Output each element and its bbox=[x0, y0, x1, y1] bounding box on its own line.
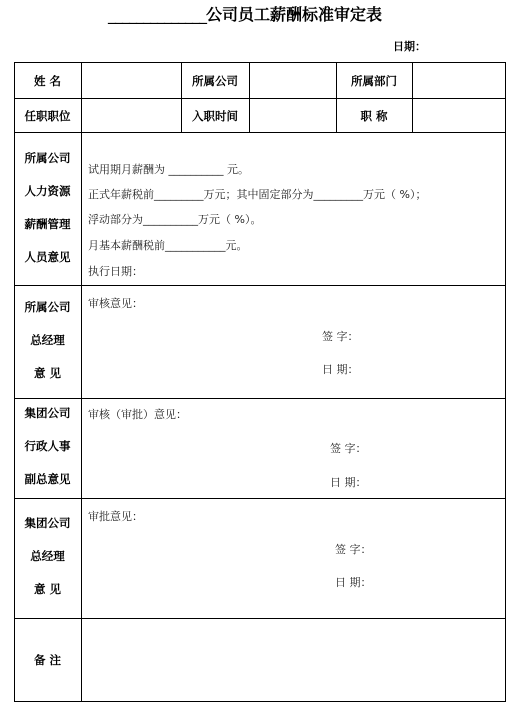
remarks-field[interactable] bbox=[82, 619, 505, 701]
row-divider bbox=[14, 132, 506, 133]
job-title-field[interactable] bbox=[413, 99, 505, 132]
gm-label-line: 意 见 bbox=[33, 366, 61, 380]
gm-label-line: 总经理 bbox=[30, 333, 65, 347]
column-divider bbox=[81, 62, 82, 702]
title-company-blank: ______________ bbox=[108, 5, 206, 24]
name-label: 姓 名 bbox=[33, 74, 61, 88]
form-title bbox=[108, 2, 382, 25]
hr-label-line: 所属公司 bbox=[24, 151, 71, 165]
title-text: 公司员工薪酬标准审定表 bbox=[206, 5, 383, 24]
position-label: 任职职位 bbox=[24, 109, 71, 123]
gm-label-line: 所属公司 bbox=[24, 300, 71, 314]
entry-time-field[interactable] bbox=[250, 99, 336, 132]
vp-section-label bbox=[14, 397, 81, 496]
probation-salary-line[interactable]: 试用期月薪酬为 __________ 元。 bbox=[88, 163, 249, 176]
form-date-label: 日期： bbox=[393, 40, 426, 53]
remarks-label: 备 注 bbox=[33, 653, 61, 667]
gm-signature[interactable]: 签 字： bbox=[322, 330, 359, 343]
annual-salary-line[interactable]: 正式年薪税前_________万元；其中固定部分为_________万元（ %）； bbox=[88, 188, 427, 201]
group-gm-label-line: 意 见 bbox=[33, 582, 61, 596]
department-field[interactable] bbox=[413, 63, 505, 98]
group-gm-signature[interactable]: 签 字： bbox=[335, 543, 372, 556]
gm-section-label bbox=[14, 291, 81, 390]
hr-label-line: 薪酬管理 bbox=[24, 217, 71, 231]
monthly-base-line[interactable]: 月基本薪酬税前___________元。 bbox=[88, 239, 248, 252]
gm-date[interactable]: 日 期： bbox=[322, 363, 359, 376]
vp-review-opinion[interactable]: 审核（审批）意见： bbox=[88, 408, 187, 421]
department-label: 所属部门 bbox=[351, 74, 397, 88]
entry-time-label: 入职时间 bbox=[192, 109, 238, 123]
row-divider bbox=[14, 498, 506, 499]
variable-pay-line[interactable]: 浮动部分为__________万元（ %）。 bbox=[88, 213, 262, 226]
company-label: 所属公司 bbox=[192, 74, 238, 88]
vp-label-line: 副总意见 bbox=[24, 472, 71, 486]
group-gm-approval-opinion[interactable]: 审批意见： bbox=[88, 510, 143, 523]
company-field[interactable] bbox=[250, 63, 336, 98]
name-field[interactable] bbox=[82, 63, 181, 98]
gm-review-opinion[interactable]: 审核意见： bbox=[88, 297, 143, 310]
row-divider bbox=[14, 285, 506, 286]
group-gm-label-line: 总经理 bbox=[30, 549, 65, 563]
position-field[interactable] bbox=[82, 99, 181, 132]
row-divider bbox=[14, 398, 506, 399]
group-gm-date[interactable]: 日 期： bbox=[335, 576, 372, 589]
vp-signature[interactable]: 签 字： bbox=[330, 442, 367, 455]
group-gm-section-label bbox=[14, 507, 81, 606]
job-title-label: 职 称 bbox=[360, 109, 388, 123]
group-gm-label-line: 集团公司 bbox=[24, 516, 71, 530]
form-table bbox=[14, 62, 506, 702]
hr-section-label bbox=[14, 142, 81, 274]
vp-date[interactable]: 日 期： bbox=[330, 476, 367, 489]
effective-date-line[interactable]: 执行日期： bbox=[88, 265, 143, 278]
vp-label-line: 集团公司 bbox=[24, 406, 71, 420]
vp-label-line: 行政人事 bbox=[24, 439, 71, 453]
hr-label-line: 人员意见 bbox=[24, 250, 71, 264]
hr-label-line: 人力资源 bbox=[24, 184, 71, 198]
